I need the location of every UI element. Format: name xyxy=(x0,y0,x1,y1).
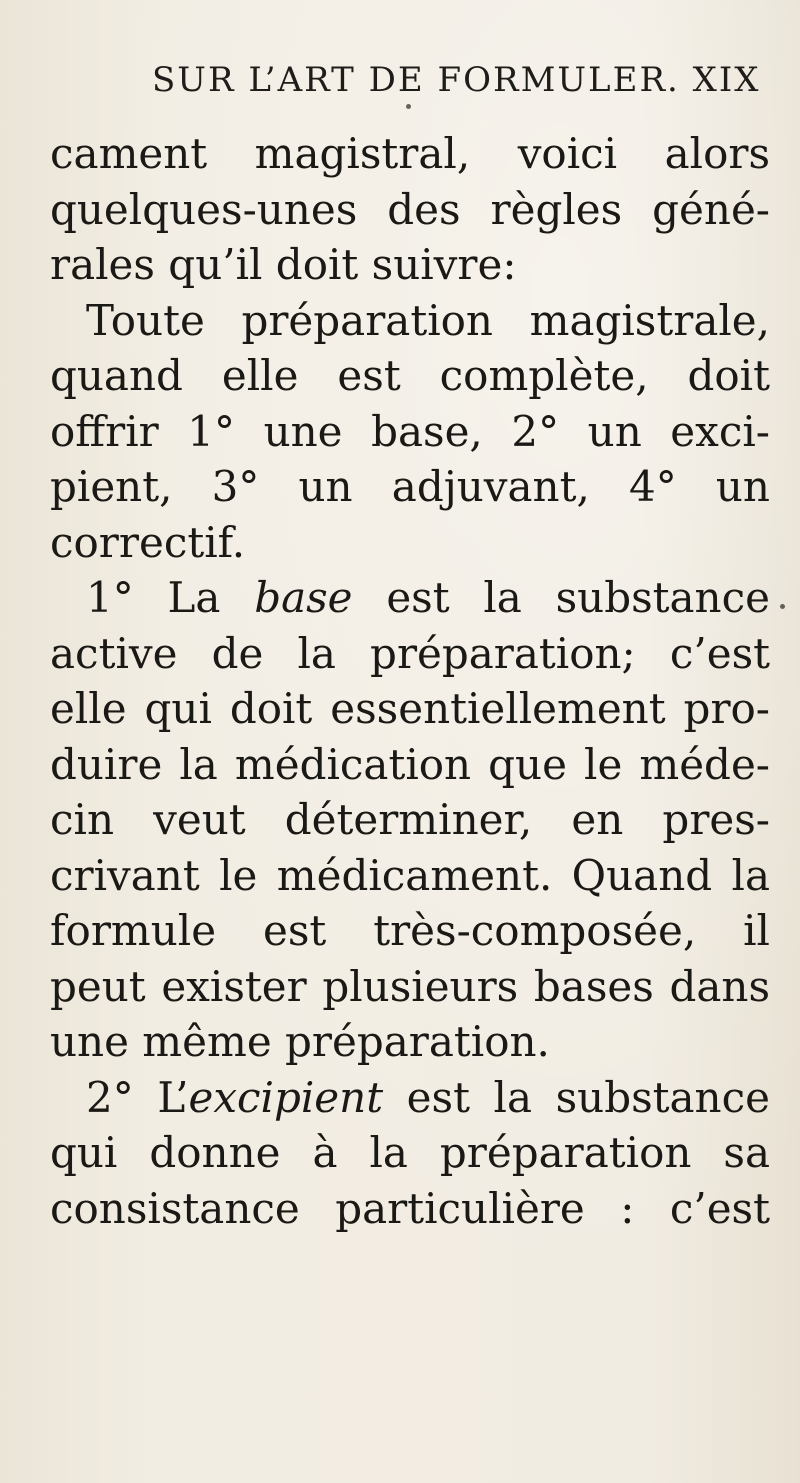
text-line-6: offrir 1° une base, 2° un exci- xyxy=(50,407,770,456)
text-line-11: elle qui doit essentiellement pro- xyxy=(50,684,770,733)
text-line-7: pient, 3° un adjuvant, 4° un xyxy=(50,462,770,511)
term-excipient: excipient xyxy=(188,1073,384,1122)
text-line-15: formule est très-composée, il xyxy=(50,906,770,955)
text-line-19: qui donne à la préparation sa xyxy=(50,1128,770,1177)
text-line-17: une même préparation. xyxy=(50,1017,550,1066)
running-header: SUR L’ART DE FORMULER. XIX xyxy=(152,60,761,100)
term-base-label: La xyxy=(167,573,221,622)
text-line-20: consistance particulière : c’est xyxy=(50,1184,770,1233)
text-line-2: quelques-unes des règles géné- xyxy=(50,185,770,234)
term-base: base xyxy=(254,573,353,622)
section-marker-1: 1° xyxy=(86,573,134,622)
print-speck xyxy=(780,604,785,609)
text-line-16: peut exister plusieurs bases dans xyxy=(50,962,770,1011)
text-line-4: Toute préparation magistrale, xyxy=(86,296,770,345)
term-excipient-article: L’ xyxy=(157,1073,189,1122)
term-excipient-definition: est la substance xyxy=(406,1073,770,1122)
print-speck xyxy=(406,104,411,109)
text-line-8: correctif. xyxy=(50,518,246,567)
text-line-14: crivant le médicament. Quand la xyxy=(50,851,770,900)
text-line-9 xyxy=(86,573,770,622)
section-marker-2: 2° xyxy=(86,1073,134,1122)
text-line-13: cin veut déterminer, en pres- xyxy=(50,795,770,844)
text-line-12: duire la médication que le méde- xyxy=(50,740,770,789)
text-line-18 xyxy=(86,1073,770,1122)
text-line-5: quand elle est complète, doit xyxy=(50,351,770,400)
text-line-3: rales qu’il doit suivre: xyxy=(50,240,517,289)
term-base-definition: est la substance xyxy=(386,573,770,622)
text-line-1: cament magistral, voici alors xyxy=(50,129,770,178)
text-line-10: active de la préparation; c’est xyxy=(50,629,770,678)
